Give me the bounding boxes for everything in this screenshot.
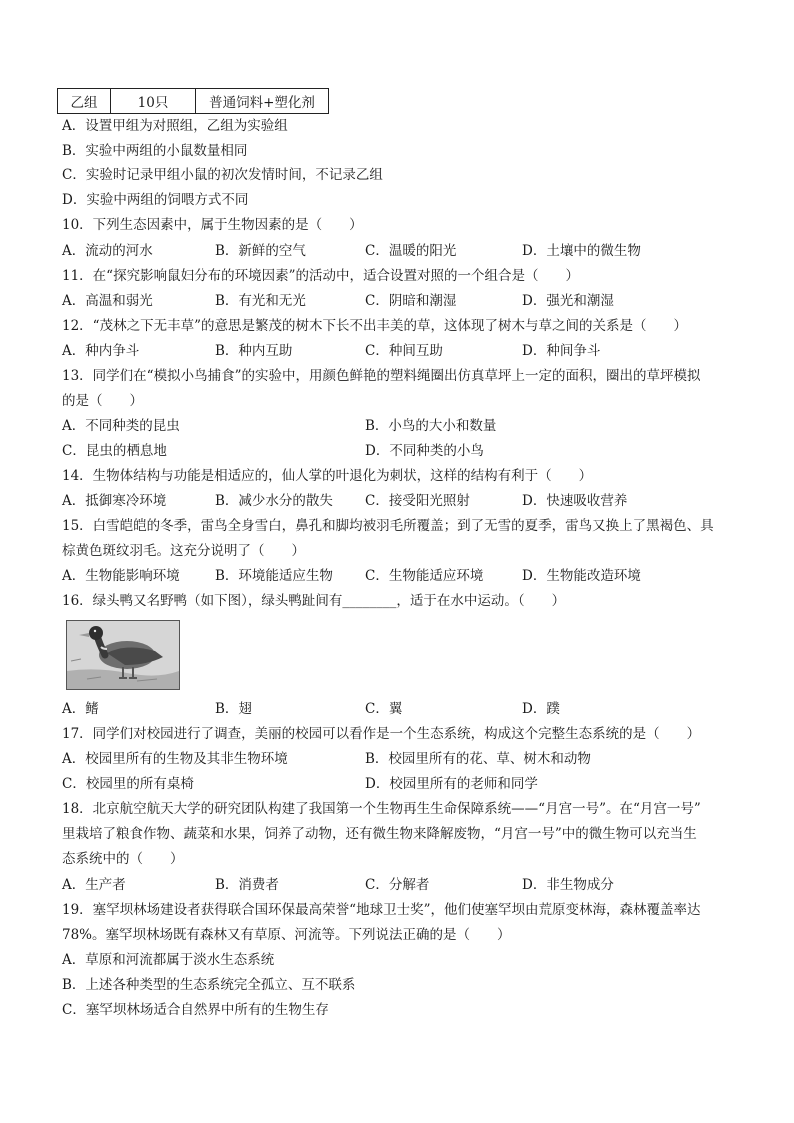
- q18-option-b: B．消费者: [215, 877, 279, 893]
- q9-option-b: B．实验中两组的小鼠数量相同: [62, 143, 248, 159]
- duck-illustration: [67, 621, 179, 689]
- q13-option-d: D．不同种类的小鸟: [365, 443, 484, 459]
- q18-option-c: C．分解者: [365, 877, 430, 893]
- q17-option-d: D．校园里所有的老师和同学: [365, 776, 538, 792]
- q12-option-a: A．种内争斗: [62, 343, 140, 359]
- q19-option-c: C．塞罕坝林场适合自然界中所有的生物生存: [62, 1002, 329, 1018]
- q10-option-c: C．温暖的阳光: [365, 243, 457, 259]
- q17-option-c: C．校园里的所有桌椅: [62, 776, 194, 792]
- table-cell: 10只: [111, 89, 196, 114]
- q9-option-d: D．实验中两组的饲喂方式不同: [62, 192, 249, 208]
- q16-option-a: A．鳍: [62, 701, 99, 717]
- q16-option-d: D．蹼: [522, 701, 560, 717]
- q13-stem-line1: 13．同学们在“模拟小鸟捕食”的实验中，用颜色鲜艳的塑料绳圈出仿真草坪上一定的面积，圈出的草坪模拟: [62, 368, 701, 384]
- table-cell: 普通饲料+塑化剂: [196, 89, 329, 114]
- q13-option-c: C．昆虫的栖息地: [62, 443, 167, 459]
- q16-option-b: B．翅: [215, 701, 252, 717]
- q11-option-b: B．有光和无光: [215, 293, 306, 309]
- q17-option-a: A．校园里所有的生物及其非生物环境: [62, 751, 288, 767]
- q12-option-b: B．种内互助: [215, 343, 293, 359]
- q14-option-d: D．快速吸收营养: [522, 493, 628, 509]
- experiment-table: [57, 88, 329, 114]
- table-cell: 乙组: [58, 89, 111, 114]
- q18-option-d: D．非生物成分: [522, 877, 614, 893]
- q13-stem-line2: 的是（ ）: [62, 393, 143, 409]
- q10-option-b: B．新鲜的空气: [215, 243, 306, 259]
- q15-option-a: A．生物能影响环境: [62, 568, 180, 584]
- q10-option-d: D．土壤中的微生物: [522, 243, 641, 259]
- q15-option-c: C．生物能适应环境: [365, 568, 484, 584]
- q15-stem-line2: 棕黄色斑纹羽毛。这充分说明了（ ）: [62, 543, 305, 559]
- q11-stem: 11．在“探究影响鼠妇分布的环境因素”的活动中，适合设置对照的一个组合是（ ）: [62, 268, 579, 284]
- q19-stem-line1: 19．塞罕坝林场建设者获得联合国环保最高荣誉“地球卫士奖”，他们使塞罕坝由荒原变林海，森林覆盖率达: [62, 902, 701, 918]
- q18-option-a: A．生产者: [62, 877, 126, 893]
- q16-stem: 16．绿头鸭又名野鸭（如下图），绿头鸭趾间有________，适于在水中运动。（ ）: [62, 593, 566, 609]
- q16-option-c: C．翼: [365, 701, 403, 717]
- q18-stem-line1: 18．北京航空航天大学的研究团队构建了我国第一个生物再生生命保障系统——“月宫一号”。在“月宫一号”: [62, 801, 701, 817]
- q17-stem: 17．同学们对校园进行了调查，美丽的校园可以看作是一个生态系统，构成这个完整生态系统的是（ ）: [62, 726, 701, 742]
- q13-option-b: B．小鸟的大小和数量: [365, 418, 497, 434]
- q15-option-d: D．生物能改造环境: [522, 568, 641, 584]
- q19-stem-line2: 78%。塞罕坝林场既有森林又有草原、河流等。下列说法正确的是（ ）: [62, 927, 511, 943]
- q14-option-c: C．接受阳光照射: [365, 493, 470, 509]
- q15-option-b: B．环境能适应生物: [215, 568, 333, 584]
- q14-option-a: A．抵御寒冷环境: [62, 493, 167, 509]
- q12-stem: 12．“茂林之下无丰草”的意思是繁茂的树木下长不出丰美的草，这体现了树木与草之间的关系是（ ）: [62, 318, 687, 334]
- q14-option-b: B．减少水分的散失: [215, 493, 333, 509]
- mallard-duck-image: [66, 620, 180, 690]
- q10-stem: 10．下列生态因素中，属于生物因素的是（ ）: [62, 217, 363, 233]
- q17-option-b: B．校园里所有的花、草、树木和动物: [365, 751, 591, 767]
- q11-option-c: C．阴暗和潮湿: [365, 293, 457, 309]
- q9-option-c: C．实验时记录甲组小鼠的初次发情时间，不记录乙组: [62, 167, 383, 183]
- q15-stem-line1: 15．白雪皑皑的冬季，雷鸟全身雪白，鼻孔和脚均被羽毛所覆盖；到了无雪的夏季，雷鸟又换上了黑褐色、具: [62, 518, 714, 534]
- q12-option-c: C．种间互助: [365, 343, 443, 359]
- q11-option-a: A．高温和弱光: [62, 293, 153, 309]
- q14-stem: 14．生物体结构与功能是相适应的，仙人掌的叶退化为刺状，这样的结构有利于（ ）: [62, 468, 593, 484]
- q13-option-a: A．不同种类的昆虫: [62, 418, 180, 434]
- table-row: [58, 89, 329, 114]
- q9-option-a: A．设置甲组为对照组，乙组为实验组: [62, 118, 288, 134]
- q19-option-b: B．上述各种类型的生态系统完全孤立、互不联系: [62, 977, 356, 993]
- q19-option-a: A．草原和河流都属于淡水生态系统: [62, 952, 275, 968]
- q10-option-a: A．流动的河水: [62, 243, 153, 259]
- q12-option-d: D．种间争斗: [522, 343, 601, 359]
- q18-stem-line2: 里栽培了粮食作物、蔬菜和水果，饲养了动物，还有微生物来降解废物，“月宫一号”中的微生物可以充当生: [62, 826, 697, 842]
- q11-option-d: D．强光和潮湿: [522, 293, 614, 309]
- q18-stem-line3: 态系统中的（ ）: [62, 851, 184, 867]
